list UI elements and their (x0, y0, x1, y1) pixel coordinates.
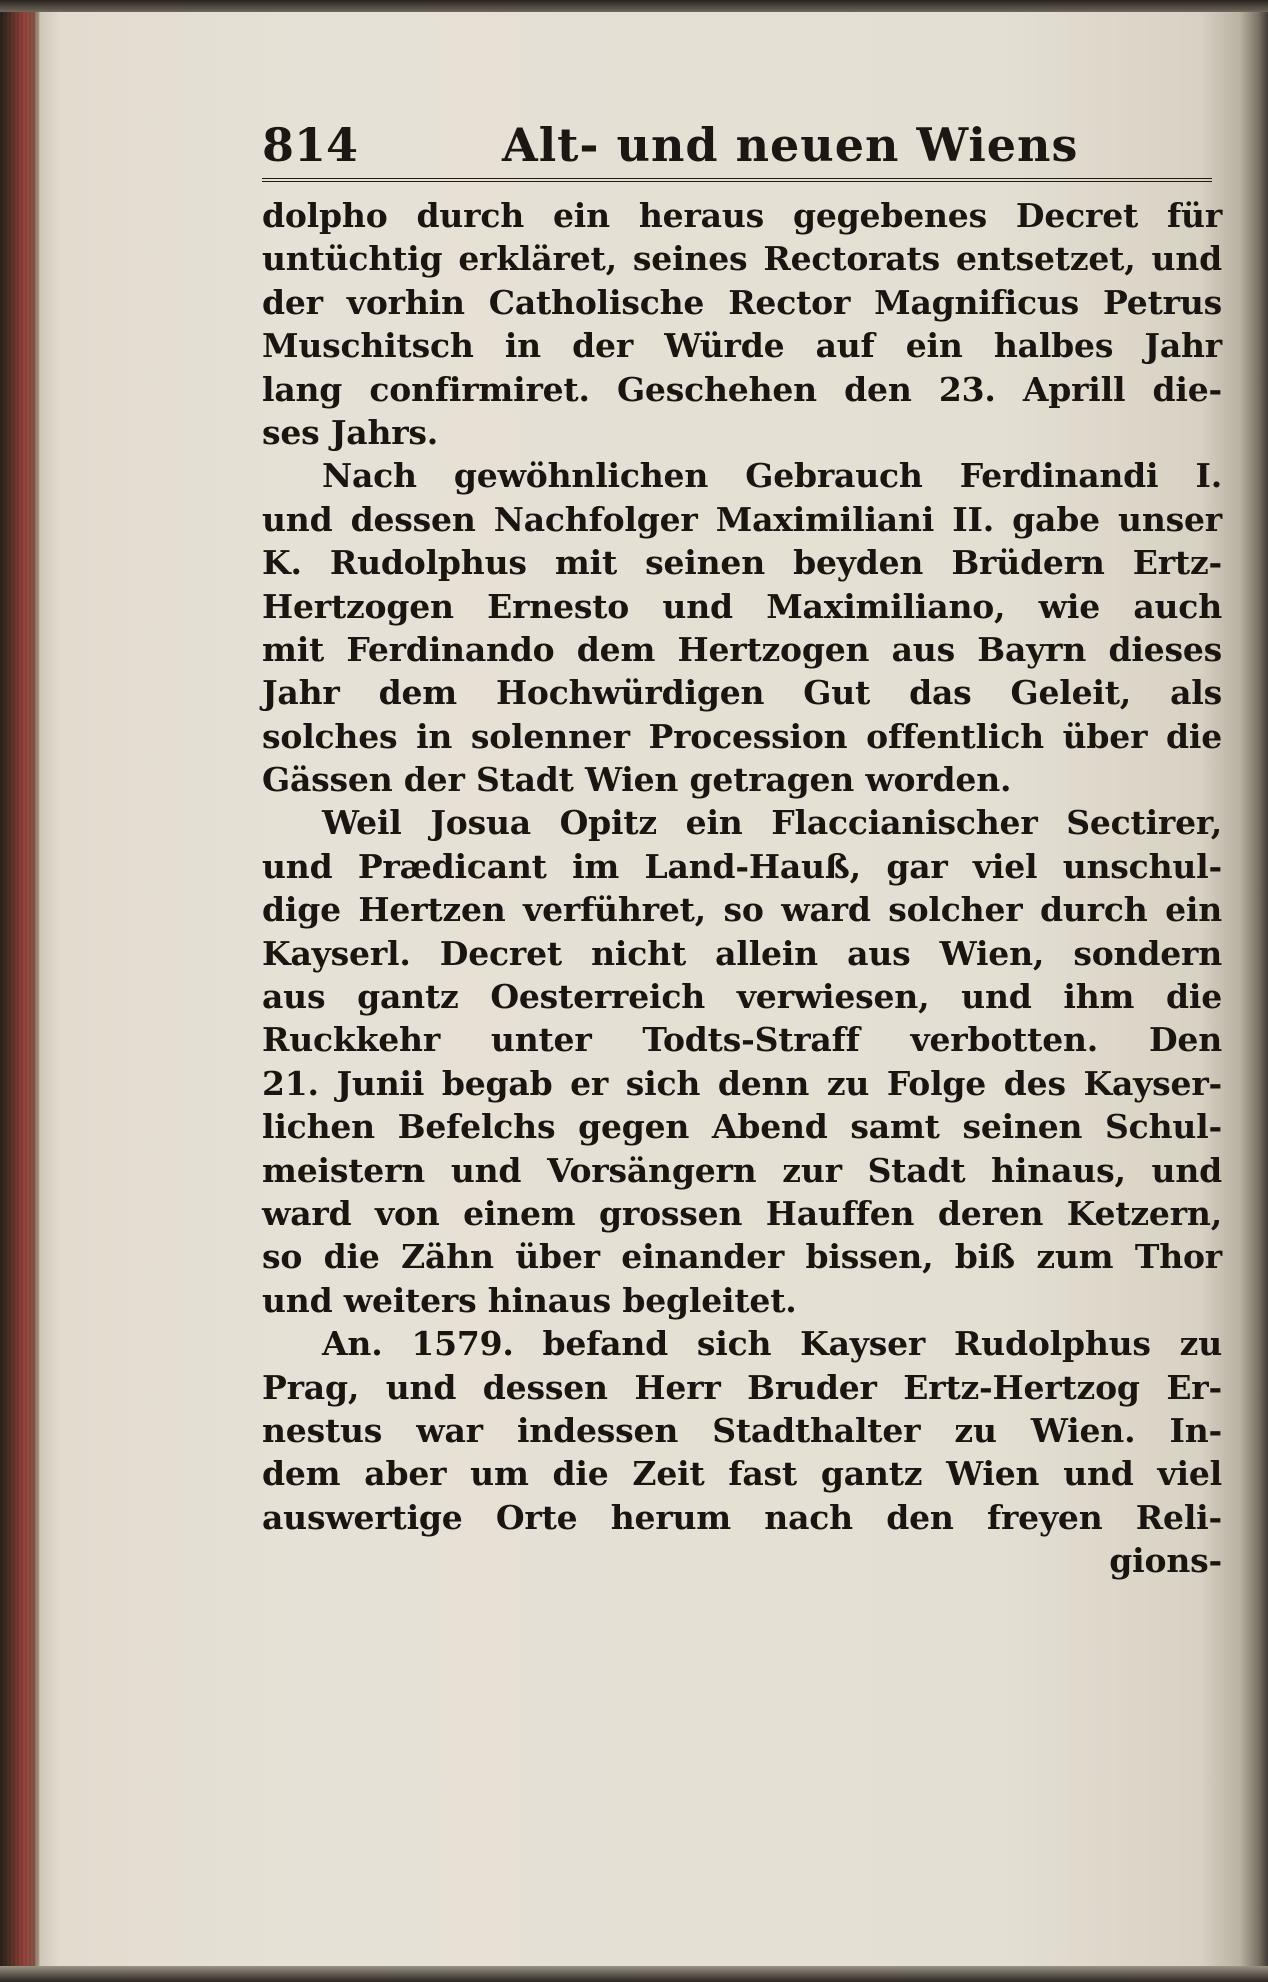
text-line: mit Ferdinando dem Hertzogen aus Bayrn dieses (262, 629, 1222, 669)
running-title: Alt- und neuen Wiens (502, 118, 1079, 172)
text-line: Nach gewöhnlichen Gebrauch Ferdinandi I. (322, 456, 1222, 496)
header-rule (262, 178, 1212, 182)
text-line: dige Hertzen verführet, so ward solcher durch ein (262, 890, 1222, 930)
text-line: Jahr dem Hochwürdigen Gut das Geleit, als (262, 673, 1222, 713)
text-line: und Prædicant im Land-Hauß, gar viel unschul- (262, 846, 1222, 886)
text-line: solches in solenner Procession offentlich über die (262, 716, 1222, 756)
text-line: und dessen Nachfolger Maximiliani II. gabe unser (262, 499, 1222, 539)
body-text (262, 194, 1222, 1583)
text-line: Muschitsch in der Würde auf ein halbes Jahr (262, 326, 1222, 366)
scan-top-border (0, 0, 1268, 12)
text-line: Ruckkehr unter Todts-Straff verbotten. Den (262, 1020, 1222, 1060)
text-line: und weiters hinaus begleitet. (262, 1280, 797, 1320)
text-line: untüchtig erkläret, seines Rectorats entsetzet, und (262, 239, 1222, 279)
text-line: Gässen der Stadt Wien getragen worden. (262, 760, 1012, 800)
text-line: lang confirmiret. Geschehen den 23. Aprill die- (262, 369, 1222, 409)
text-line: gions- (1109, 1541, 1222, 1581)
page-edge (0, 0, 40, 1982)
text-line: ses Jahrs. (262, 412, 439, 452)
text-line: Hertzogen Ernesto und Maximiliano, wie auch (262, 586, 1222, 626)
text-line: An. 1579. befand sich Kayser Rudolphus zu (322, 1324, 1222, 1364)
text-line: K. Rudolphus mit seinen beyden Brüdern Ertz- (262, 543, 1222, 583)
text-line: dolpho durch ein heraus gegebenes Decret für (262, 196, 1222, 235)
text-line: der vorhin Catholische Rector Magnificus Petrus (262, 282, 1222, 322)
text-line: aus gantz Oesterreich verwiesen, und ihm die (262, 977, 1222, 1017)
text-line: nestus war indessen Stadthalter zu Wien. In- (262, 1410, 1222, 1450)
text-line: lichen Befelchs gegen Abend samt seinen Schul- (262, 1107, 1222, 1147)
text-line: Weil Josua Opitz ein Flaccianischer Sectirer, (322, 803, 1222, 843)
text-line: dem aber um die Zeit fast gantz Wien und viel (262, 1454, 1222, 1494)
text-line: meistern und Vorsängern zur Stadt hinaus, und (262, 1150, 1222, 1190)
text-line: ward von einem grossen Hauffen deren Ketzern, (262, 1193, 1222, 1233)
page-header (262, 118, 1212, 180)
text-line: Prag, und dessen Herr Bruder Ertz-Hertzog Er- (262, 1367, 1222, 1407)
text-line: Kayserl. Decret nicht allein aus Wien, sondern (262, 933, 1222, 973)
text-line: so die Zähn über einander bissen, biß zum Thor (262, 1237, 1222, 1277)
scan-bottom-border (0, 1966, 1268, 1982)
page-number: 814 (262, 118, 359, 172)
text-line: 21. Junii begab er sich denn zu Folge des Kayser- (262, 1063, 1222, 1103)
text-line: auswertige Orte herum nach den freyen Reli- (262, 1497, 1222, 1537)
